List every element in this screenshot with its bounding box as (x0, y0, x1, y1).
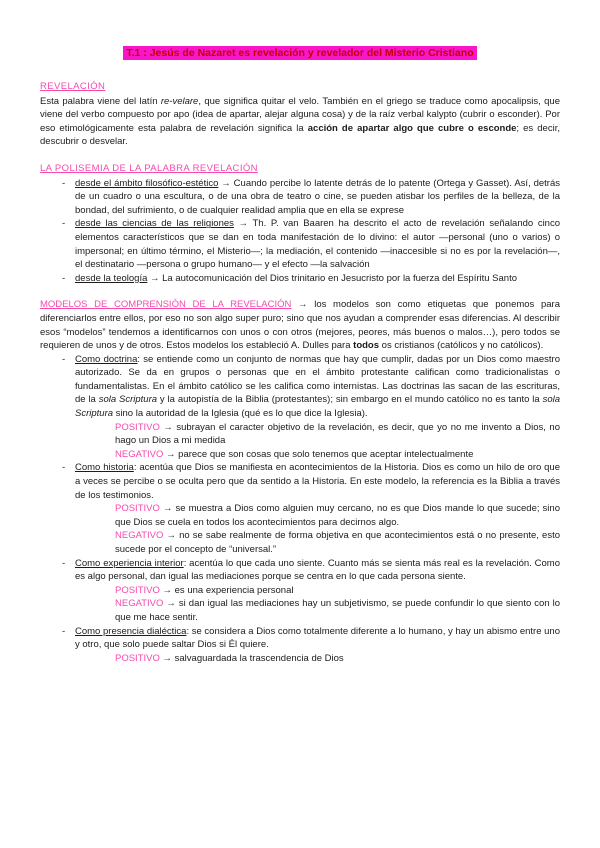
model-doctrina-text: - Como doctrina: se entiende como un conjunto de normas que hay que cumplir, dadas por un Dios como maestro autorizado. Se da en grupos o personas que en el ámbito protestante califican como tradicionalistas o fundamentalistas. En el ámbito católico se les califica como internistas. Las doctrinas las sacan de las escrituras, de la sola Scriptura y la autopistía de la Biblia (protestantes); sin embargo en el mundo católico no es tanto la sola Scriptura sino la autoridad de la Iglesia (qué es lo que dice la Iglesia). (58, 353, 560, 421)
section-heading-polisemia: LA POLISEMIA DE LA PALABRA REVELACIÓN (40, 162, 258, 174)
section-polisemia (40, 162, 560, 285)
revelacion-paragraph: Esta palabra viene del latín re-velare, que significa quitar el velo. También en el griego se traduce como apocalipsis, que viene del verbo compuesto por apo (idea de apartar, alejar alguna cosa) y de la raíz verbal kalypto (cubrir o esconder). Por eso etimológicamente esta palabra de revelación significa la acción de apartar algo que cubre o esconde; es decir, descubrir o desvelar. (40, 95, 560, 148)
modelos-list (40, 353, 560, 666)
list-item-teologia: - desde la teología → La autocomunicación del Dios trinitario en Jesucristo por la fuerza del Espíritu Santo (58, 272, 560, 286)
model-dialectica-positivo: POSITIVO → salvaguardada la trascendencia de Dios (115, 652, 344, 664)
section-revelacion (40, 80, 560, 149)
model-doctrina-positivo: POSITIVO → subrayan el caracter objetivo de la revelación, es decir, que yo no me invento a Dios, no hago un Dios a mi medida (115, 421, 560, 447)
list-item-ciencias-religiones: - desde las ciencias de las religiones → Th. P. van Baaren ha descrito el acto de revelación señalando cinco elementos característicos que se dan en toda manifestación de lo divino: el autor —personal (uno o varios) o impersonal; en último término, el Misterio—; la mediación, el contenido —inaccesible si no es por la revelación—, el destinatario —persona o grupo humano— y el efecto —la salvación (58, 217, 560, 271)
modelos-intro-paragraph: MODELOS DE COMPRENSIÓN DE LA REVELACIÓN → los modelos son como etiquetas que ponemos para diferenciarlos entre ellos, por eso no son algo super puro; sino que nos ayudan a comprender esas diferencias. Al describir esos “modelos” tendemos a identificarnos con unos o con otros (mejores, peores, más buenos o malos…), pero todos se requieren de unos y de otros. Estos modelos los estableció A. Dulles para todos os cristianos (católicos y no católicos). (40, 299, 560, 352)
model-historia-text: - Como historia: acentúa que Dios se manifiesta en acontecimientos de la Historia. Dios es como un hilo de oro que a veces se percibe o se oculta pero que da sentido a la Historia. En este modelo, la referencia es la Biblia a través de los testimonios. (58, 461, 560, 502)
model-doctrina (58, 353, 560, 462)
model-experiencia-text: - Como experiencia interior: acentúa lo que cada uno siente. Cuanto más se sienta más real es la revelación. Como es algo personal, dan igual las mediaciones porque se centra en lo que cada persona siente. (58, 557, 560, 584)
list-item-filosofico-estetico: - desde el ámbito filosófico-estético → Cuando percibe lo latente detrás de lo patente (Ortega y Gasset). Así, detrás de un cuadro o una escultura, o de una obra de teatro o cine, se pueden atisbar los perfiles de la belleza, de la bondad, del sufrimiento, o de cualquier realidad amplia que en ella se exprese (58, 177, 560, 218)
model-presencia-dialectica (58, 625, 560, 666)
model-historia-negativo: NEGATIVO → no se sabe realmente de forma objetiva en que acontecimientos está o no presente, esto sucede por el concepto de “universal.” (115, 530, 560, 555)
section-modelos (40, 298, 560, 665)
model-experiencia-interior (58, 557, 560, 625)
model-historia (58, 461, 560, 556)
section-heading-revelacion: REVELACIÓN (40, 81, 106, 92)
polisemia-list (40, 177, 560, 286)
model-dialectica-text: - Como presencia dialéctica: se considera a Dios como totalmente diferente a lo humano, y hay un abismo entre uno y otro, que solo puede saltar Dios si Él quiere. (58, 625, 560, 652)
model-experiencia-negativo: NEGATIVO → si dan igual las mediaciones hay un subjetivismo, se puede confundir lo que siento con lo que me hace sentir. (115, 598, 560, 623)
title-highlight: T.1 : Jesús de Nazaret es revelación y revelador del Misterio Cristiano (123, 46, 476, 60)
model-doctrina-negativo: NEGATIVO → parece que son cosas que solo tenemos que aceptar intelectualmente (115, 448, 474, 460)
model-experiencia-positivo: POSITIVO → es una experiencia personal (115, 584, 294, 596)
model-historia-positivo: POSITIVO → se muestra a Dios como alguien muy cercano, no es que Dios mande lo que sucede; sino que Dios se cuela en todos los acontecimientos para decirnos algo. (115, 503, 560, 528)
document-title (40, 46, 560, 60)
